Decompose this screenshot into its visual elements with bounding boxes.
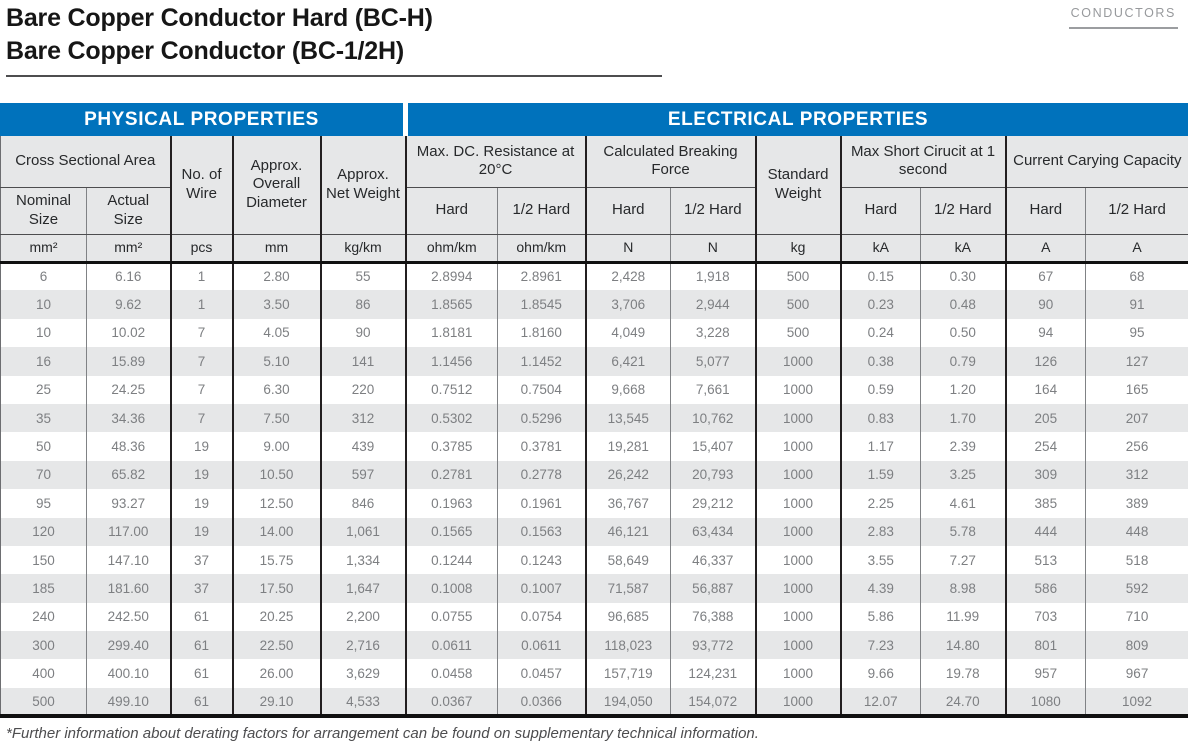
unit-cell: N xyxy=(586,234,671,262)
cell: 597 xyxy=(321,461,406,489)
cell: 7.50 xyxy=(233,404,321,432)
cell: 3.25 xyxy=(921,461,1006,489)
cell: 0.0755 xyxy=(406,603,498,631)
cell: 86 xyxy=(321,290,406,318)
cell: 5.86 xyxy=(841,603,921,631)
cell: 61 xyxy=(171,688,233,716)
cell: 71,587 xyxy=(586,574,671,602)
cell: 0.5302 xyxy=(406,404,498,432)
cell: 240 xyxy=(32,609,55,625)
cell: 61 xyxy=(171,631,233,659)
cell: 439 xyxy=(321,432,406,460)
cell: 95 xyxy=(35,495,52,511)
cell: 24.70 xyxy=(921,688,1006,716)
cell: 1000 xyxy=(756,347,841,375)
cell: 0.38 xyxy=(841,347,921,375)
cell: 124,231 xyxy=(671,659,756,687)
cell: 1000 xyxy=(756,574,841,602)
cell: 1000 xyxy=(756,489,841,517)
cell: 448 xyxy=(1086,518,1188,546)
cell: 46,337 xyxy=(671,546,756,574)
cell: 1.20 xyxy=(921,376,1006,404)
col-dc-resistance-hard: Hard xyxy=(406,187,498,234)
cell: 55 xyxy=(321,262,406,290)
unit-cell: kg xyxy=(756,234,841,262)
col-group-standard-weight: Standard Weight xyxy=(756,136,841,234)
cell: 61 xyxy=(171,603,233,631)
cell: 4.39 xyxy=(841,574,921,602)
cell: 164 xyxy=(1006,376,1086,404)
table-row xyxy=(1,603,1188,631)
cell: 165 xyxy=(1086,376,1188,404)
cell: 29.10 xyxy=(233,688,321,716)
cell: 141 xyxy=(321,347,406,375)
table-row xyxy=(1,688,1188,716)
cell: 220 xyxy=(321,376,406,404)
cell: 0.79 xyxy=(921,347,1006,375)
cell: 2.83 xyxy=(841,518,921,546)
cell: 0.50 xyxy=(921,319,1006,347)
cell: 1000 xyxy=(756,688,841,716)
col-dc-resistance-half-hard: 1/2 Hard xyxy=(498,187,586,234)
cell: 300 xyxy=(32,637,55,653)
cell: 48.36 xyxy=(87,432,171,460)
table-row xyxy=(1,376,1188,404)
cell: 10 xyxy=(35,297,52,313)
cell: 67 xyxy=(1006,262,1086,290)
cell: 513 xyxy=(1006,546,1086,574)
cell: 1000 xyxy=(756,603,841,631)
page-title-line2: Bare Copper Conductor (BC-1/2H) xyxy=(6,37,404,65)
cell: 19 xyxy=(171,489,233,517)
electrical-properties-header: ELECTRICAL PROPERTIES xyxy=(408,103,1188,136)
cell: 0.0754 xyxy=(498,603,586,631)
cell: 0.0457 xyxy=(498,659,586,687)
cell: 846 xyxy=(321,489,406,517)
cell: 19.78 xyxy=(921,659,1006,687)
cell: 2,716 xyxy=(321,631,406,659)
col-group-approx-net-weight: Approx. Net Weight xyxy=(321,136,406,234)
table-row xyxy=(1,347,1188,375)
cell: 90 xyxy=(321,319,406,347)
table-row xyxy=(1,518,1188,546)
cell: 1,061 xyxy=(321,518,406,546)
cell: 1.8545 xyxy=(498,290,586,318)
cell: 20.25 xyxy=(233,603,321,631)
cell: 7.23 xyxy=(841,631,921,659)
cell: 4,533 xyxy=(321,688,406,716)
cell: 1000 xyxy=(756,518,841,546)
unit-cell: kg/km xyxy=(321,234,406,262)
table-row xyxy=(1,546,1188,574)
cell: 400.10 xyxy=(87,659,171,687)
cell: 1000 xyxy=(756,546,841,574)
cell: 0.1563 xyxy=(498,518,586,546)
cell: 19 xyxy=(171,432,233,460)
cell: 0.1244 xyxy=(406,546,498,574)
cell: 0.1007 xyxy=(498,574,586,602)
cell: 7 xyxy=(171,376,233,404)
cell: 400 xyxy=(32,666,55,682)
cell: 3,228 xyxy=(671,319,756,347)
table-row xyxy=(1,461,1188,489)
cell: 499.10 xyxy=(87,688,171,716)
cell: 36,767 xyxy=(586,489,671,517)
cell: 17.50 xyxy=(233,574,321,602)
cell: 703 xyxy=(1006,603,1086,631)
units-row xyxy=(1,234,1188,262)
cell: 10,762 xyxy=(671,404,756,432)
cell: 1000 xyxy=(756,461,841,489)
section-band xyxy=(0,103,1188,136)
cell: 0.0458 xyxy=(406,659,498,687)
table-header xyxy=(1,136,1188,262)
cell: 312 xyxy=(1086,461,1188,489)
header-row-groups xyxy=(1,136,1188,187)
title-divider xyxy=(6,75,662,77)
cell: 147.10 xyxy=(87,546,171,574)
cell: 150 xyxy=(32,552,55,568)
col-group-calculated-breaking-force: Calculated Breaking Force xyxy=(586,136,756,187)
table-row xyxy=(1,432,1188,460)
cell: 4.05 xyxy=(233,319,321,347)
footnote: *Further information about derating factors for arrangement can be found on supplementary technical information. xyxy=(6,725,759,743)
cell: 2.80 xyxy=(233,262,321,290)
category-label: CONDUCTORS xyxy=(1069,6,1178,29)
cell: 65.82 xyxy=(87,461,171,489)
cell: 118,023 xyxy=(586,631,671,659)
cell: 5.10 xyxy=(233,347,321,375)
unit-cell: ohm/km xyxy=(498,234,586,262)
cell: 127 xyxy=(1086,347,1188,375)
col-current-capacity-half-hard: 1/2 Hard xyxy=(1086,187,1188,234)
cell: 0.1963 xyxy=(406,489,498,517)
table-row xyxy=(1,319,1188,347)
cell: 1000 xyxy=(756,404,841,432)
cell: 6.30 xyxy=(233,376,321,404)
cell: 0.1565 xyxy=(406,518,498,546)
cell: 309 xyxy=(1006,461,1086,489)
cell: 90 xyxy=(1006,290,1086,318)
cell: 242.50 xyxy=(87,603,171,631)
cell: 70 xyxy=(35,467,52,483)
cell: 7.27 xyxy=(921,546,1006,574)
cell: 10.02 xyxy=(87,319,171,347)
cell: 8.98 xyxy=(921,574,1006,602)
cell: 126 xyxy=(1006,347,1086,375)
cell: 0.0611 xyxy=(406,631,498,659)
cell: 0.59 xyxy=(841,376,921,404)
cell: 120 xyxy=(32,524,55,540)
col-group-current-carrying-capacity: Current Carying Capacity xyxy=(1006,136,1188,187)
cell: 6,421 xyxy=(586,347,671,375)
col-current-capacity-hard: Hard xyxy=(1006,187,1086,234)
cell: 2.39 xyxy=(921,432,1006,460)
cell: 500 xyxy=(756,290,841,318)
cell: 0.0611 xyxy=(498,631,586,659)
unit-cell: A xyxy=(1086,234,1188,262)
cell: 37 xyxy=(171,546,233,574)
cell: 1000 xyxy=(756,376,841,404)
unit-cell: A xyxy=(1006,234,1086,262)
unit-cell: mm² xyxy=(87,234,171,262)
cell: 154,072 xyxy=(671,688,756,716)
table-row xyxy=(1,631,1188,659)
cell: 9.66 xyxy=(841,659,921,687)
cell: 1.59 xyxy=(841,461,921,489)
cell: 205 xyxy=(1006,404,1086,432)
cell: 0.2778 xyxy=(498,461,586,489)
cell: 93,772 xyxy=(671,631,756,659)
cell: 2,944 xyxy=(671,290,756,318)
col-breaking-force-hard: Hard xyxy=(586,187,671,234)
cell: 46,121 xyxy=(586,518,671,546)
cell: 91 xyxy=(1086,290,1188,318)
cell: 710 xyxy=(1086,603,1188,631)
cell: 16 xyxy=(35,353,52,369)
cell: 1.8565 xyxy=(406,290,498,318)
cell: 0.15 xyxy=(841,262,921,290)
col-short-circuit-hard: Hard xyxy=(841,187,921,234)
cell: 500 xyxy=(32,693,55,709)
col-nominal-size: Nominal Size xyxy=(1,187,87,234)
cell: 1000 xyxy=(756,631,841,659)
cell: 2,428 xyxy=(586,262,671,290)
cell: 25 xyxy=(35,382,52,398)
cell: 1.8181 xyxy=(406,319,498,347)
cell: 5,077 xyxy=(671,347,756,375)
cell: 194,050 xyxy=(586,688,671,716)
cell: 96,685 xyxy=(586,603,671,631)
table-row xyxy=(1,404,1188,432)
cell: 7 xyxy=(171,404,233,432)
col-group-approx-overall-diameter: Approx. Overall Diameter xyxy=(233,136,321,234)
cell: 3,629 xyxy=(321,659,406,687)
cell: 9.62 xyxy=(87,290,171,318)
cell: 6 xyxy=(39,269,48,285)
cell: 13,545 xyxy=(586,404,671,432)
cell: 256 xyxy=(1086,432,1188,460)
cell: 1.8160 xyxy=(498,319,586,347)
cell: 93.27 xyxy=(87,489,171,517)
cell: 5.78 xyxy=(921,518,1006,546)
cell: 9.00 xyxy=(233,432,321,460)
cell: 207 xyxy=(1086,404,1188,432)
cell: 2.8961 xyxy=(498,262,586,290)
cell: 26.00 xyxy=(233,659,321,687)
cell: 0.83 xyxy=(841,404,921,432)
cell: 14.00 xyxy=(233,518,321,546)
cell: 1.1456 xyxy=(406,347,498,375)
cell: 500 xyxy=(756,262,841,290)
table-row xyxy=(1,659,1188,687)
unit-cell: pcs xyxy=(171,234,233,262)
col-group-max-short-circuit: Max Short Cirucit at 1 second xyxy=(841,136,1006,187)
table-body xyxy=(1,262,1188,716)
cell: 6.16 xyxy=(87,262,171,290)
cell: 10 xyxy=(35,325,52,341)
col-group-max-dc-resistance: Max. DC. Resistance at 20°C xyxy=(406,136,586,187)
cell: 1,334 xyxy=(321,546,406,574)
cell: 14.80 xyxy=(921,631,1006,659)
cell: 15.75 xyxy=(233,546,321,574)
cell: 1,647 xyxy=(321,574,406,602)
cell: 20,793 xyxy=(671,461,756,489)
cell: 0.30 xyxy=(921,262,1006,290)
page-title-line1: Bare Copper Conductor Hard (BC-H) xyxy=(6,4,433,32)
cell: 0.0366 xyxy=(498,688,586,716)
cell: 157,719 xyxy=(586,659,671,687)
cell: 1 xyxy=(171,262,233,290)
cell: 22.50 xyxy=(233,631,321,659)
cell: 3.50 xyxy=(233,290,321,318)
cell: 592 xyxy=(1086,574,1188,602)
cell: 1000 xyxy=(756,432,841,460)
cell: 1.17 xyxy=(841,432,921,460)
cell: 7,661 xyxy=(671,376,756,404)
cell: 15.89 xyxy=(87,347,171,375)
cell: 0.3781 xyxy=(498,432,586,460)
cell: 0.23 xyxy=(841,290,921,318)
cell: 312 xyxy=(321,404,406,432)
cell: 2.8994 xyxy=(406,262,498,290)
cell: 444 xyxy=(1006,518,1086,546)
unit-cell: N xyxy=(671,234,756,262)
table-row xyxy=(1,574,1188,602)
cell: 50 xyxy=(35,439,52,455)
col-breaking-force-half-hard: 1/2 Hard xyxy=(671,187,756,234)
cell: 0.0367 xyxy=(406,688,498,716)
cell: 7 xyxy=(171,319,233,347)
cell: 0.1243 xyxy=(498,546,586,574)
cell: 68 xyxy=(1086,262,1188,290)
cell: 2.25 xyxy=(841,489,921,517)
cell: 586 xyxy=(1006,574,1086,602)
cell: 0.24 xyxy=(841,319,921,347)
unit-cell: ohm/km xyxy=(406,234,498,262)
cell: 0.7512 xyxy=(406,376,498,404)
cell: 63,434 xyxy=(671,518,756,546)
cell: 0.2781 xyxy=(406,461,498,489)
cell: 34.36 xyxy=(87,404,171,432)
cell: 0.48 xyxy=(921,290,1006,318)
cell: 7 xyxy=(171,347,233,375)
cell: 35 xyxy=(35,410,52,426)
cell: 1,918 xyxy=(671,262,756,290)
cell: 0.1008 xyxy=(406,574,498,602)
cell: 957 xyxy=(1006,659,1086,687)
cell: 15,407 xyxy=(671,432,756,460)
cell: 389 xyxy=(1086,489,1188,517)
cell: 299.40 xyxy=(87,631,171,659)
cell: 181.60 xyxy=(87,574,171,602)
cell: 1092 xyxy=(1086,688,1188,716)
cell: 254 xyxy=(1006,432,1086,460)
cell: 1080 xyxy=(1006,688,1086,716)
cell: 0.5296 xyxy=(498,404,586,432)
table-row xyxy=(1,262,1188,290)
cell: 9,668 xyxy=(586,376,671,404)
cell: 24.25 xyxy=(87,376,171,404)
unit-cell: mm xyxy=(233,234,321,262)
col-group-no-of-wire: No. of Wire xyxy=(171,136,233,234)
cell: 801 xyxy=(1006,631,1086,659)
cell: 94 xyxy=(1006,319,1086,347)
cell: 1.1452 xyxy=(498,347,586,375)
cell: 12.07 xyxy=(841,688,921,716)
unit-cell: kA xyxy=(921,234,1006,262)
cell: 2,200 xyxy=(321,603,406,631)
cell: 29,212 xyxy=(671,489,756,517)
cell: 967 xyxy=(1086,659,1188,687)
cell: 4,049 xyxy=(586,319,671,347)
cell: 76,388 xyxy=(671,603,756,631)
cell: 500 xyxy=(756,319,841,347)
col-group-cross-sectional-area: Cross Sectional Area xyxy=(1,136,171,187)
cell: 12.50 xyxy=(233,489,321,517)
cell: 809 xyxy=(1086,631,1188,659)
cell: 1000 xyxy=(756,659,841,687)
col-actual-size: Actual Size xyxy=(87,187,171,234)
cell: 1 xyxy=(171,290,233,318)
cell: 0.7504 xyxy=(498,376,586,404)
category-header xyxy=(1069,4,1178,29)
cell: 117.00 xyxy=(87,518,171,546)
cell: 19 xyxy=(171,461,233,489)
cell: 95 xyxy=(1086,319,1188,347)
cell: 4.61 xyxy=(921,489,1006,517)
cell: 385 xyxy=(1006,489,1086,517)
cell: 185 xyxy=(32,580,55,596)
properties-table xyxy=(0,136,1188,718)
cell: 11.99 xyxy=(921,603,1006,631)
col-short-circuit-half-hard: 1/2 Hard xyxy=(921,187,1006,234)
cell: 518 xyxy=(1086,546,1188,574)
cell: 37 xyxy=(171,574,233,602)
title-block xyxy=(0,0,1188,77)
table-row xyxy=(1,290,1188,318)
cell: 56,887 xyxy=(671,574,756,602)
cell: 19,281 xyxy=(586,432,671,460)
unit-cell: mm² xyxy=(1,234,87,262)
unit-cell: kA xyxy=(841,234,921,262)
cell: 10.50 xyxy=(233,461,321,489)
cell: 3,706 xyxy=(586,290,671,318)
physical-properties-header: PHYSICAL PROPERTIES xyxy=(0,103,403,136)
cell: 61 xyxy=(171,659,233,687)
cell: 3.55 xyxy=(841,546,921,574)
cell: 19 xyxy=(171,518,233,546)
cell: 0.3785 xyxy=(406,432,498,460)
cell: 58,649 xyxy=(586,546,671,574)
cell: 26,242 xyxy=(586,461,671,489)
cell: 1.70 xyxy=(921,404,1006,432)
table-row xyxy=(1,489,1188,517)
cell: 0.1961 xyxy=(498,489,586,517)
